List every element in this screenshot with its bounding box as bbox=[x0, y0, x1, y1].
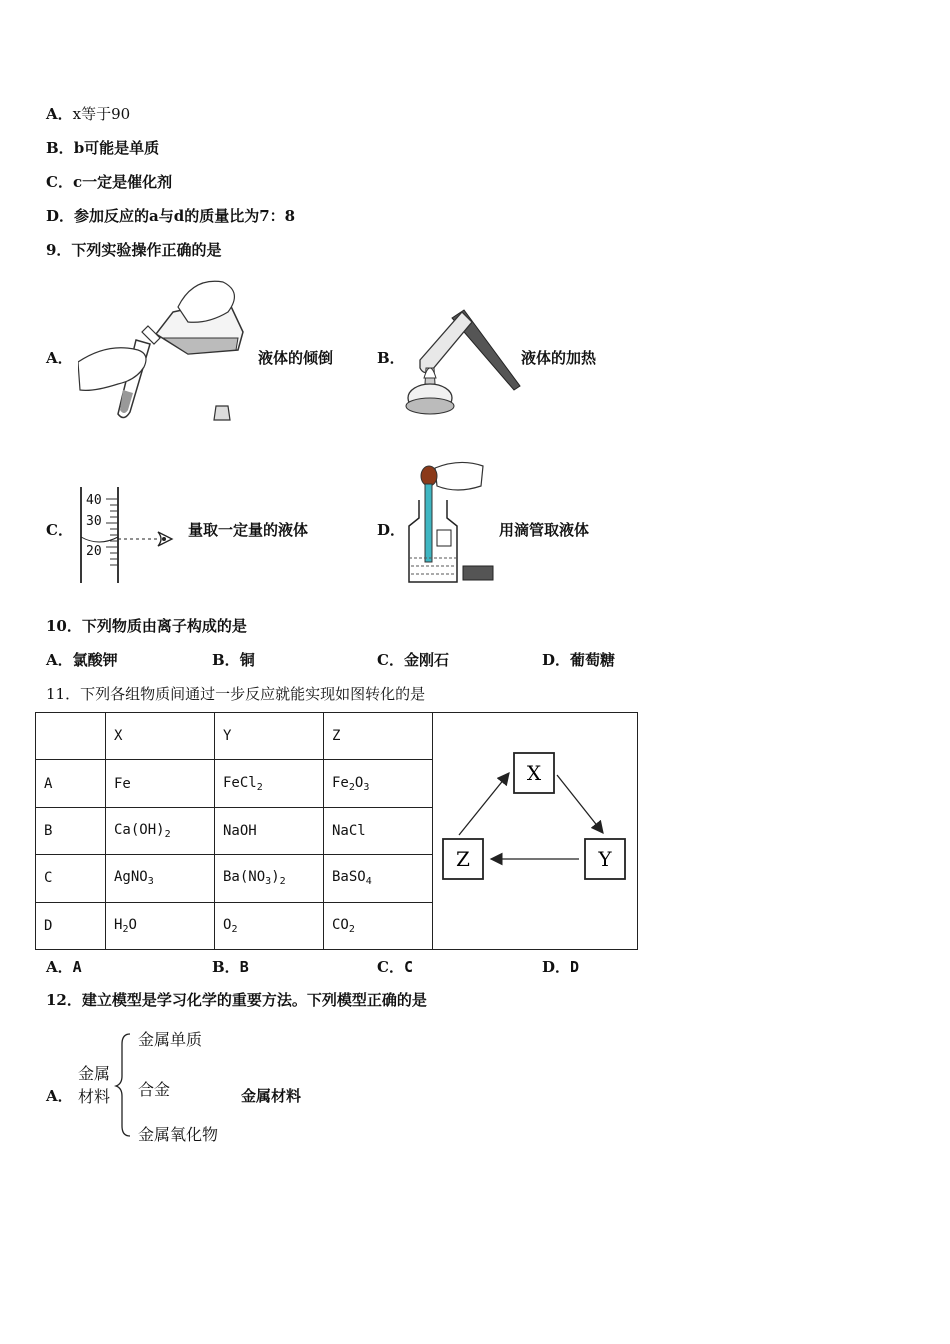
row-key: D bbox=[36, 902, 106, 949]
q9-b-label: B． bbox=[377, 349, 405, 367]
q11-option-c: C．C bbox=[377, 958, 413, 976]
tick-40: 40 bbox=[86, 493, 102, 508]
row-key: A bbox=[36, 760, 106, 807]
q12-a-label: A． bbox=[46, 1087, 73, 1105]
model-root-line2: 材料 bbox=[78, 1087, 111, 1106]
model-item-3: 金属氧化物 bbox=[138, 1125, 219, 1144]
classification-brace bbox=[114, 1030, 136, 1138]
cell-y: $O_2$ bbox=[215, 902, 324, 949]
q9-a-caption: 液体的倾倒 bbox=[258, 349, 334, 367]
tick-30: 30 bbox=[86, 514, 102, 529]
node-x-label: X bbox=[526, 761, 542, 785]
model-root-line1: 金属 bbox=[78, 1064, 111, 1083]
q9-c-caption: 量取一定量的液体 bbox=[188, 521, 309, 539]
liquid-heating-illustration bbox=[402, 298, 522, 423]
cell-z: BaSO$_4$ bbox=[324, 855, 433, 902]
cell-x: Fe bbox=[106, 760, 215, 807]
q9-stem: 9．下列实验操作正确的是 bbox=[46, 241, 222, 259]
model-item-1: 金属单质 bbox=[138, 1030, 203, 1049]
cell-y: FeCl$_2$ bbox=[215, 760, 324, 807]
cell-x: $Ca(OH)_2$ bbox=[106, 807, 215, 854]
tick-20: 20 bbox=[86, 544, 102, 559]
q9-d-label: D． bbox=[377, 521, 406, 539]
row-key: B bbox=[36, 807, 106, 854]
q10-option-c: C．金刚石 bbox=[377, 651, 449, 669]
cell-x: AgNO$_3$ bbox=[106, 855, 215, 902]
q8-option-a: A．x等于90 bbox=[46, 105, 131, 123]
q10-option-d: D．葡萄糖 bbox=[542, 651, 616, 669]
q9-d-caption: 用滴管取液体 bbox=[499, 521, 590, 539]
arrow-z-to-x bbox=[459, 773, 509, 835]
model-item-2: 合金 bbox=[138, 1080, 171, 1099]
cell-z: NaCl bbox=[324, 807, 433, 854]
q9-c-label: C． bbox=[46, 521, 73, 539]
xyz-cycle-diagram bbox=[433, 713, 637, 949]
q10-option-b: B．铜 bbox=[212, 651, 255, 669]
table-header-row bbox=[36, 713, 638, 760]
q11-diagram-cell bbox=[433, 713, 638, 950]
q12-a-caption: 金属材料 bbox=[241, 1087, 302, 1105]
node-y-label: Y bbox=[598, 847, 612, 871]
q11-option-a: A．A bbox=[46, 958, 82, 976]
cell-z: $CO_2$ bbox=[324, 902, 433, 949]
dropper-bottle-illustration bbox=[405, 460, 497, 586]
cell-x: $H_2O$ bbox=[106, 902, 215, 949]
header-cell bbox=[36, 713, 106, 760]
q11-stem: 11．下列各组物质间通过一步反应就能实现如图转化的是 bbox=[46, 685, 426, 703]
liquid-pouring-illustration bbox=[78, 272, 258, 424]
q11-option-d: D．D bbox=[542, 958, 580, 976]
q8-option-d: D．参加反应的a与d的质量比为7：8 bbox=[46, 207, 296, 225]
q8-option-c: C．c一定是催化剂 bbox=[46, 173, 173, 191]
q11-table bbox=[35, 712, 638, 950]
row-key: C bbox=[36, 855, 106, 902]
cell-y: $Ba(NO_3)_2$ bbox=[215, 855, 324, 902]
cell-y: NaOH bbox=[215, 807, 324, 854]
q9-b-caption: 液体的加热 bbox=[521, 349, 597, 367]
q8-option-b: B．b可能是单质 bbox=[46, 139, 160, 157]
header-cell: X bbox=[106, 713, 215, 760]
q10-option-a: A．氯酸钾 bbox=[46, 651, 118, 669]
cell-z: $Fe_2O_3$ bbox=[324, 760, 433, 807]
q12-stem: 12．建立模型是学习化学的重要方法。下列模型正确的是 bbox=[46, 991, 427, 1009]
q11-option-b: B．B bbox=[212, 958, 249, 976]
q10-stem: 10．下列物质由离子构成的是 bbox=[46, 617, 247, 635]
q9-a-label: A． bbox=[46, 349, 73, 367]
header-cell: Z bbox=[324, 713, 433, 760]
node-z-label: Z bbox=[456, 847, 470, 871]
arrow-x-to-y bbox=[557, 775, 603, 833]
header-cell: Y bbox=[215, 713, 324, 760]
